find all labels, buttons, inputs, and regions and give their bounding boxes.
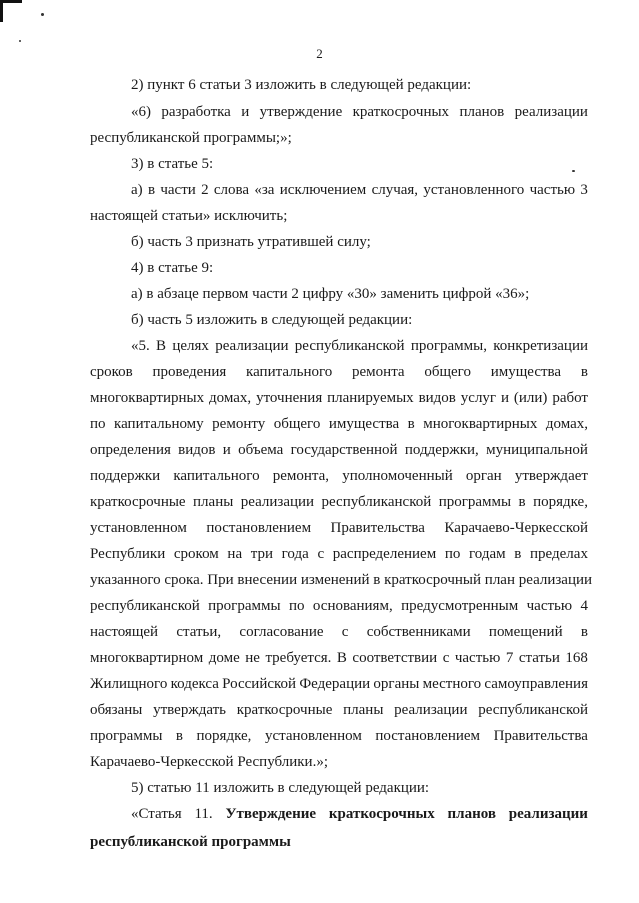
word: Правительства xyxy=(493,728,588,744)
text-line xyxy=(0,389,639,407)
word: программы, xyxy=(410,338,487,354)
text-line xyxy=(0,493,639,511)
word: планы xyxy=(193,494,234,510)
word: обязаны xyxy=(90,702,143,718)
text-line: 5) статью 11 изложить в следующей редакции: xyxy=(131,780,430,796)
word: статьи xyxy=(518,650,560,666)
text-line: б) часть 3 признать утратившей силу; xyxy=(131,234,371,250)
word: Жилищного xyxy=(90,676,168,692)
word: ремонту xyxy=(212,416,266,432)
word: частью xyxy=(529,182,576,198)
word: республиканской xyxy=(321,494,432,510)
word: домах, xyxy=(545,416,588,432)
text-line xyxy=(0,727,639,745)
word: многоквартирном xyxy=(90,650,204,666)
word: «5. xyxy=(131,338,150,354)
word: многоквартирных xyxy=(423,416,538,432)
word: реализации xyxy=(514,104,588,120)
word: Карачаево-Черкесской xyxy=(444,520,588,536)
word: слова xyxy=(213,182,250,198)
text-line xyxy=(0,597,639,615)
word: реализации xyxy=(508,806,588,822)
word: установленном xyxy=(90,520,187,536)
text-line: указанного срока. При внесении изменений в краткосрочный план реализации xyxy=(90,572,593,588)
word: местного xyxy=(422,676,482,692)
word: конкретизации xyxy=(493,338,588,354)
word: целях xyxy=(172,338,209,354)
word: многоквартирных xyxy=(90,390,205,406)
word: реализации xyxy=(215,338,289,354)
word: планы xyxy=(343,702,384,718)
text-line xyxy=(0,519,639,537)
word: по xyxy=(288,598,305,614)
text-line xyxy=(0,337,639,355)
word: капитального xyxy=(173,468,260,484)
word: постановлением xyxy=(375,728,481,744)
text-line xyxy=(0,415,639,433)
text-line: а) в абзаце первом части 2 цифру «30» заменить цифрой «36»; xyxy=(131,286,530,302)
text-line xyxy=(0,649,639,667)
word: Правительства xyxy=(330,520,425,536)
word: утверждать xyxy=(153,702,226,718)
text-line xyxy=(0,675,639,693)
word: по xyxy=(444,546,461,562)
word: три xyxy=(250,546,274,562)
word: а) xyxy=(131,182,143,198)
word: имущества xyxy=(490,364,562,380)
word: муниципальной xyxy=(486,442,588,458)
word: статьи, xyxy=(176,624,222,640)
word: (или) xyxy=(513,390,548,406)
word: на xyxy=(227,546,243,562)
word: краткосрочных xyxy=(352,104,450,120)
heading-text: республиканской программы xyxy=(90,834,291,850)
word: установленного xyxy=(423,182,525,198)
word: требуется. xyxy=(265,650,332,666)
text-line: 3) в статье 5: xyxy=(131,156,214,172)
word: уполномоченный xyxy=(342,468,453,484)
word: услуг xyxy=(460,390,497,406)
word: республиканской xyxy=(294,338,405,354)
word: ремонта, xyxy=(272,468,330,484)
word: частью xyxy=(454,650,501,666)
word: исключением xyxy=(279,182,367,198)
text-line: республиканской программы;»; xyxy=(90,130,292,146)
word: и xyxy=(500,390,509,406)
word: не xyxy=(245,650,260,666)
word: в xyxy=(175,728,184,744)
word: доме xyxy=(208,650,240,666)
word: помещений xyxy=(488,624,563,640)
word: ремонта xyxy=(352,364,405,380)
word: в xyxy=(518,494,526,510)
scan-corner-mark xyxy=(0,0,22,22)
word: уточнения xyxy=(256,390,323,406)
word: В xyxy=(336,650,347,666)
word: 4 xyxy=(580,598,588,614)
word: Российской xyxy=(222,676,297,692)
text-line: б) часть 5 изложить в следующей редакции: xyxy=(131,312,413,328)
word: государственной xyxy=(290,442,398,458)
word: поддержки, xyxy=(404,442,479,458)
word: основаниям, xyxy=(312,598,393,614)
word: разработка xyxy=(161,104,231,120)
text-line xyxy=(0,363,639,381)
word: утверждает xyxy=(514,468,588,484)
scan-speck xyxy=(19,40,21,42)
word: «6) xyxy=(131,104,151,120)
word: в xyxy=(580,364,588,380)
word: соответствии xyxy=(352,650,438,666)
text-line xyxy=(0,805,639,823)
word: сроком xyxy=(173,546,219,562)
word: постановлением xyxy=(206,520,312,536)
word: «Статья xyxy=(131,806,182,822)
text-line xyxy=(0,181,639,199)
word: реализации xyxy=(394,702,468,718)
text-line xyxy=(0,623,639,641)
scan-speck xyxy=(41,13,44,16)
word: «за xyxy=(254,182,275,198)
word: согласование xyxy=(239,624,324,640)
text-line xyxy=(0,441,639,459)
word: краткосрочные xyxy=(90,494,186,510)
word: 2 xyxy=(201,182,209,198)
text-line xyxy=(0,467,639,485)
word: поддержки xyxy=(90,468,161,484)
word: домах, xyxy=(209,390,252,406)
word: 3 xyxy=(580,182,588,198)
word: в xyxy=(147,182,156,198)
word: капитальному xyxy=(114,416,204,432)
word: года xyxy=(281,546,309,562)
text-line: настоящей статьи» исключить; xyxy=(90,208,288,224)
text-line xyxy=(0,833,639,851)
text-line xyxy=(0,545,639,563)
word: видов xyxy=(418,390,456,406)
word: самоуправления xyxy=(484,676,588,692)
word: имущества xyxy=(328,416,400,432)
word: с xyxy=(442,650,450,666)
word: определения xyxy=(90,442,171,458)
word: работ xyxy=(552,390,588,406)
word: В xyxy=(156,338,167,354)
word: установленном xyxy=(264,728,362,744)
word: программы xyxy=(208,598,281,614)
word: и xyxy=(222,442,231,458)
word: Республики xyxy=(90,546,166,562)
word: капитального xyxy=(246,364,333,380)
word: части xyxy=(160,182,196,198)
page-number: 2 xyxy=(316,46,323,61)
word: утверждение xyxy=(259,104,343,120)
word: в xyxy=(407,416,415,432)
text-line xyxy=(0,701,639,719)
word: Утверждение xyxy=(225,806,317,822)
text-line: 4) в статье 9: xyxy=(131,260,214,276)
word: распределением xyxy=(332,546,437,562)
word: органы xyxy=(373,676,420,692)
word: частью xyxy=(526,598,573,614)
word: видов xyxy=(178,442,216,458)
word: реализации xyxy=(240,494,315,510)
word: по xyxy=(90,416,106,432)
word: общего xyxy=(273,416,321,432)
word: планов xyxy=(447,806,496,822)
word: настоящей xyxy=(90,624,159,640)
word: краткосрочных xyxy=(328,806,435,822)
word: 7 xyxy=(505,650,514,666)
text-line xyxy=(0,103,639,121)
word: проведения xyxy=(152,364,227,380)
word: планов xyxy=(459,104,505,120)
word: программы xyxy=(90,728,163,744)
word: предусмотренным xyxy=(401,598,519,614)
word: 168 xyxy=(565,650,588,666)
word: сроков xyxy=(90,364,133,380)
word: в xyxy=(514,546,522,562)
word: порядке, xyxy=(196,728,252,744)
word: 11. xyxy=(194,806,213,822)
word: годам xyxy=(469,546,506,562)
text-line: 2) пункт 6 статьи 3 изложить в следующей редакции: xyxy=(131,77,472,93)
word: республиканской xyxy=(90,598,200,614)
word: случая, xyxy=(371,182,419,198)
word: орган xyxy=(465,468,502,484)
word: пределах xyxy=(530,546,588,562)
word: планируемых xyxy=(327,390,414,406)
word: порядке, xyxy=(533,494,588,510)
word: краткосрочные xyxy=(236,702,333,718)
word: общего xyxy=(424,364,471,380)
text-line: Карачаево-Черкесской Республики.»; xyxy=(90,754,328,770)
word: республиканской xyxy=(478,702,588,718)
word: объема xyxy=(238,442,284,458)
word: собственниками xyxy=(366,624,471,640)
word: кодекса xyxy=(170,676,219,692)
word: с xyxy=(317,546,325,562)
word: Федерации xyxy=(299,676,371,692)
word: с xyxy=(341,624,349,640)
word: в xyxy=(580,624,588,640)
word: программы xyxy=(438,494,512,510)
word: и xyxy=(241,104,250,120)
